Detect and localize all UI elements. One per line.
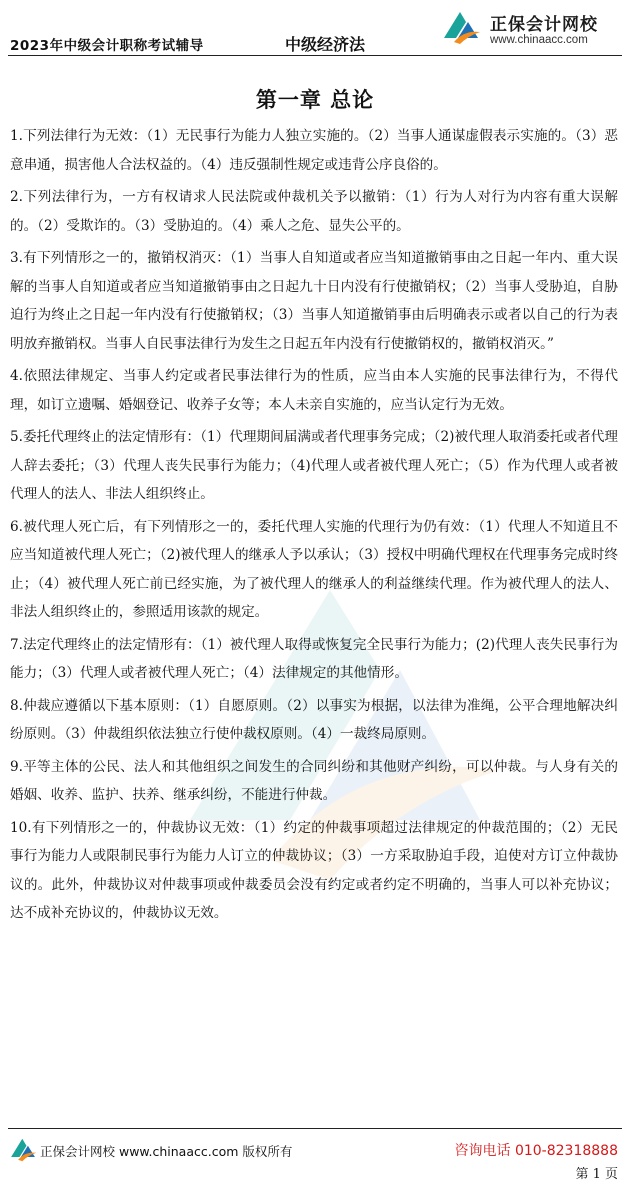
list-item: 10.有下列情形之一的，仲裁协议无效：（1）约定的仲裁事项超过法律规定的仲裁范围的；（2）无民事行为能力人或限制民事行为能力人订立的仲裁协议；（3）一方采取胁迫手段，迫使对方订立仲裁协议的。此外，仲裁协议对仲裁事项或仲裁委员会没有约定或者约定不明确的，当事人可以补充协议；达不成补充协议的，仲裁协议无效。 [10,819,618,921]
footer-phone: 咨询电话 010-82318888 [454,1143,618,1159]
brand-logo-icon [440,8,482,48]
list-item: 7.法定代理终止的法定情形有：（1）被代理人取得或恢复完全民事行为能力；(2)代理人丧失民事行为能力；（3）代理人或者被代理人死亡；（4）法律规定的其他情形。 [10,636,618,681]
list-item: 4.依照法律规定、当事人约定或者民事法律行为的性质，应当由本人实施的民事法律行为，不得代理，如订立遗嘱、婚姻登记、收养子女等；本人未亲自实施的，应当认定行为无效。 [10,368,618,413]
footer-divider [8,1128,622,1129]
content-body [10,122,618,932]
brand-url: www.chinaacc.com [490,34,588,46]
list-item: 8.仲裁应遵循以下基本原则：（1）自愿原则。（2）以事实为根据，以法律为准绳，公平合理地解决纠纷原则。（3）仲裁组织依法独立行使仲裁权原则。（4）一裁终局原则。 [10,697,618,742]
list-item: 6.被代理人死亡后，有下列情形之一的，委托代理人实施的代理行为仍有效：（1）代理人不知道且不应当知道被代理人死亡；（2)被代理人的继承人予以承认；（3）授权中明确代理权在代理事务完成时终止；（4）被代理人死亡前已经实施，为了被代理人的继承人的利益继续代理。作为被代理人的法人、非法人组织终止的，参照适用该款的规定。 [10,518,618,620]
list-item: 5.委托代理终止的法定情形有：（1）代理期间届满或者代理事务完成；（2)被代理人取消委托或者代理人辞去委托；（3）代理人丧失民事行为能力；（4)代理人或者被代理人死亡；（5）作为代理人或者被代理人的法人、非法人组织终止。 [10,429,618,502]
footer-copyright: 正保会计网校 www.chinaacc.com 版权所有 [40,1144,293,1159]
header-divider [8,55,622,56]
brand-logo [440,4,625,48]
exam-title: 2023年中级会计职称考试辅导 [10,38,204,54]
page-header [0,0,630,56]
list-item: 9.平等主体的公民、法人和其他组织之间发生的合同纠纷和其他财产纠纷，可以仲裁。与人身有关的婚姻、收养、监护、扶养、继承纠纷，不能进行仲裁。 [10,758,618,803]
subject-title: 中级经济法 [285,35,366,54]
footer-logo-icon [8,1136,38,1164]
chapter-title: 第一章 总论 [255,88,375,112]
list-item: 3.有下列情形之一的，撤销权消灭：（1）当事人自知道或者应当知道撤销事由之日起一年内、重大误解的当事人自知道或者应当知道撤销事由之日起九十日内没有行使撤销权；（2）当事人受胁迫，自胁迫行为终止之日起一年内没有行使撤销权；（3）当事人知道撤销事由后明确表示或者以自己的行为表明放弃撤销权。当事人自民事法律行为发生之日起五年内没有行使撤销权的，撤销权消灭。” [10,250,618,352]
brand-name: 正保会计网校 [490,15,598,35]
list-item: 1.下列法律行为无效：（1）无民事行为能力人独立实施的。（2）当事人通谋虚假表示实施的。（3）恶意串通，损害他人合法权益的。（4）违反强制性规定或违背公序良俗的。 [10,128,618,173]
list-item: 2.下列法律行为，一方有权请求人民法院或仲裁机关予以撤销：（1）行为人对行为内容有重大误解的。（2）受欺诈的。（3）受胁迫的。（4）乘人之危、显失公平的。 [10,189,618,234]
page-number: 第 1 页 [575,1167,618,1182]
